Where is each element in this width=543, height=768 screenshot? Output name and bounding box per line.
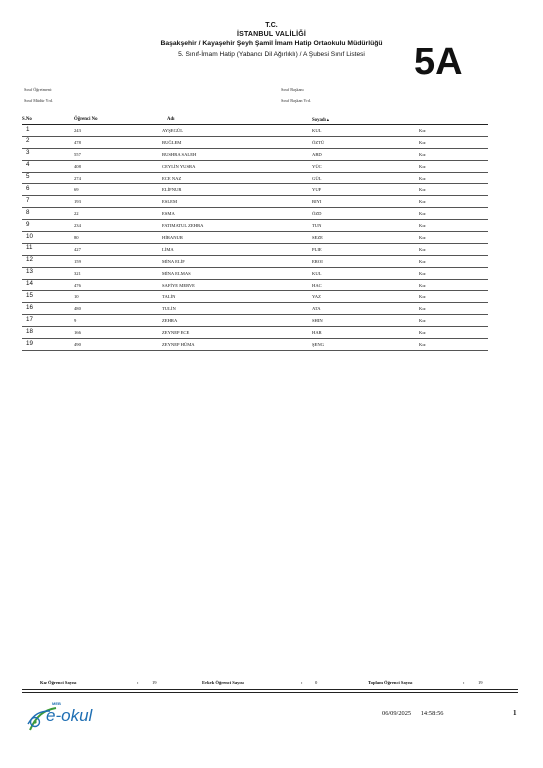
header-school-name: Başakşehir / Kayaşehir Şeyh Şamil İmam Hatip Ortaokulu Müdürlüğü xyxy=(160,40,383,47)
table-header xyxy=(22,116,488,125)
cell-student-no: 408 xyxy=(74,163,81,169)
cell-student-no: 10 xyxy=(74,294,79,300)
cell-surname: YÜC xyxy=(312,163,322,169)
table-row xyxy=(22,339,488,351)
cell-gender: Kız xyxy=(419,139,426,145)
cell-surname: KUL xyxy=(312,128,322,133)
cell-student-no: 476 xyxy=(74,282,81,288)
cell-sno: 12 xyxy=(26,256,33,264)
table-row xyxy=(22,125,488,137)
cell-gender: Kız xyxy=(419,175,426,181)
cell-sno: 19 xyxy=(26,339,33,347)
cell-name: MİNA ELMAS xyxy=(162,270,191,276)
cell-student-no: 193 xyxy=(74,199,81,205)
table-row xyxy=(22,280,488,292)
cell-surname: YAZ xyxy=(312,294,321,300)
cell-sno: 5 xyxy=(26,173,30,181)
cell-student-no: 166 xyxy=(74,330,81,336)
header-governorship: İSTANBUL VALİLİĞİ xyxy=(236,31,307,38)
col-surname xyxy=(312,117,330,123)
cell-name: MİNA ELİF xyxy=(162,258,185,264)
table-row xyxy=(22,303,488,315)
cell-sno: 8 xyxy=(26,208,30,216)
cell-sno: 2 xyxy=(26,137,30,145)
cell-surname: ÖZD xyxy=(312,211,322,217)
male-count: 0 xyxy=(315,680,318,685)
total-count-sep: : xyxy=(463,680,465,685)
cell-gender: Kız xyxy=(419,318,426,324)
cell-sno: 3 xyxy=(26,149,30,157)
cell-name: ZEYNEP ECE xyxy=(162,330,190,336)
cell-surname: GÜL xyxy=(312,175,322,181)
cell-surname: HAC xyxy=(312,282,322,288)
cell-name: TALİN xyxy=(162,294,176,300)
cell-surname: ABD xyxy=(312,151,322,157)
cell-surname: ŞENG xyxy=(312,342,324,348)
cell-sno: 9 xyxy=(26,220,30,228)
cell-sno: 18 xyxy=(26,327,33,335)
table-row xyxy=(22,327,488,339)
cell-sno: 6 xyxy=(26,184,30,192)
cell-name: ZEYNEP HÜMA xyxy=(162,342,195,348)
sort-asc-icon: ▲ xyxy=(325,117,330,122)
cell-name: FATIMATUL ZEHRA xyxy=(162,223,204,229)
cell-student-no: 9 xyxy=(74,318,77,324)
table-row xyxy=(22,196,488,208)
cell-student-no: 234 xyxy=(74,223,81,229)
cell-gender: Kız xyxy=(419,235,426,241)
cell-surname: SEZE xyxy=(312,235,323,241)
header-tc: T.C. xyxy=(265,22,278,29)
cell-sno: 4 xyxy=(26,161,30,169)
cell-name: ELİFNUR xyxy=(162,187,182,193)
cell-surname: HAR xyxy=(312,330,322,336)
cell-gender: Kız xyxy=(419,342,426,348)
cell-name: LİMA xyxy=(162,246,174,252)
cell-name: CEYLİN YUSRA xyxy=(162,163,196,169)
print-date: 06/09/2025 xyxy=(382,710,412,717)
table-row xyxy=(22,232,488,244)
cell-gender: Kız xyxy=(419,282,426,288)
class-vice-president-label: Sınıf Başkan Yrd. xyxy=(281,98,311,103)
print-time: 14:58:56 xyxy=(420,710,444,717)
table-row xyxy=(22,149,488,161)
class-president-label: Sınıf Başkanı xyxy=(281,87,304,92)
female-count: 19 xyxy=(152,680,157,685)
cell-sno: 14 xyxy=(26,280,33,288)
table-row xyxy=(22,244,488,256)
cell-gender: Kız xyxy=(419,246,426,252)
cell-sno: 15 xyxy=(26,291,33,299)
cell-gender: Kız xyxy=(419,330,426,336)
cell-surname: KUL xyxy=(312,270,322,276)
cell-name: BUSHRA SALEH xyxy=(162,151,197,157)
col-name: Adı xyxy=(167,117,175,122)
cell-student-no: 243 xyxy=(74,128,81,133)
total-count-label: Toplam Öğrenci Sayısı xyxy=(368,680,413,685)
male-count-sep: : xyxy=(301,680,303,685)
table-row xyxy=(22,137,488,149)
cell-gender: Kız xyxy=(419,306,426,312)
cell-name: ESLEM xyxy=(162,199,178,205)
cell-sno: 7 xyxy=(26,196,30,204)
cell-name: ZEHRA xyxy=(162,318,178,324)
cell-name: HİRANUR xyxy=(162,235,183,241)
cell-name: ESMA xyxy=(162,211,175,217)
table-row xyxy=(22,315,488,327)
cell-surname: TUN xyxy=(312,223,322,229)
cell-name: SAFİYE MERVE xyxy=(162,282,195,288)
cell-gender: Kız xyxy=(419,187,426,193)
cell-name: TULİN xyxy=(162,306,176,312)
eokul-logo xyxy=(26,700,106,734)
cell-gender: Kız xyxy=(419,270,426,276)
cell-surname: EROI xyxy=(312,258,323,264)
col-surname-label: Soyadı xyxy=(312,118,326,123)
cell-sno: 10 xyxy=(26,232,33,240)
table-row xyxy=(22,291,488,303)
cell-sno: 13 xyxy=(26,268,33,276)
table-row xyxy=(22,256,488,268)
cell-student-no: 22 xyxy=(74,211,79,217)
cell-student-no: 321 xyxy=(74,270,81,276)
logo-small-text: MEB xyxy=(52,701,61,706)
cell-surname: SHIN xyxy=(312,318,323,324)
cell-sno: 17 xyxy=(26,315,33,323)
cell-gender: Kız xyxy=(419,128,426,133)
table-row xyxy=(22,268,488,280)
teacher-label: Sınıf Öğretmeni: xyxy=(24,87,53,92)
cell-sno: 1 xyxy=(26,125,30,133)
table-row xyxy=(22,173,488,185)
vice-principal-label: Sınıf Müdür Yrd. xyxy=(24,98,54,103)
page-number: 1 xyxy=(513,709,517,717)
cell-name: AYŞEGÜL xyxy=(162,128,184,133)
print-timestamp xyxy=(382,710,443,717)
cell-surname: PLIE xyxy=(312,246,322,252)
male-count-label: Erkek Öğrenci Sayısı xyxy=(202,680,244,685)
cell-name: ECE NAZ xyxy=(162,175,182,181)
cell-gender: Kız xyxy=(419,163,426,169)
cell-gender: Kız xyxy=(419,211,426,217)
cell-surname: ATA xyxy=(312,306,321,312)
col-student-no: Öğrenci No xyxy=(74,117,98,122)
cell-sno: 16 xyxy=(26,303,33,311)
cell-gender: Kız xyxy=(419,258,426,264)
cell-student-no: 480 xyxy=(74,306,81,312)
cell-student-no: 490 xyxy=(74,342,81,348)
female-count-label: Kız Öğrenci Sayısı xyxy=(40,680,77,685)
cell-sno: 11 xyxy=(26,244,33,252)
total-count: 19 xyxy=(478,680,483,685)
cell-surname: YUF xyxy=(312,187,322,193)
footer-rule xyxy=(22,689,518,693)
logo-text: e-okul xyxy=(46,706,93,725)
cell-gender: Kız xyxy=(419,294,426,300)
cell-student-no: 557 xyxy=(74,151,81,157)
table-row xyxy=(22,161,488,173)
table-row xyxy=(22,184,488,196)
cell-student-no: 274 xyxy=(74,175,81,181)
header-class-description: 5. Sınıf-İmam Hatip (Yabancı Dil Ağırlıklı) / A Şubesi Sınıf Listesi xyxy=(178,51,365,58)
table-row xyxy=(22,220,488,232)
female-count-sep: : xyxy=(137,680,139,685)
cell-name: BUĞLEM xyxy=(162,139,182,145)
cell-student-no: 478 xyxy=(74,139,81,145)
student-table-body xyxy=(22,125,488,351)
cell-gender: Kız xyxy=(419,199,426,205)
cell-surname: ÖZTÜ xyxy=(312,139,325,145)
cell-surname: BIYI xyxy=(312,199,322,205)
table-row xyxy=(22,208,488,220)
class-code: 5A xyxy=(414,41,463,83)
cell-gender: Kız xyxy=(419,151,426,157)
col-sno: S.No xyxy=(22,117,32,122)
cell-student-no: 80 xyxy=(74,235,79,241)
cell-gender: Kız xyxy=(419,223,426,229)
cell-student-no: 69 xyxy=(74,187,79,193)
cell-student-no: 427 xyxy=(74,246,81,252)
cell-student-no: 159 xyxy=(74,258,81,264)
